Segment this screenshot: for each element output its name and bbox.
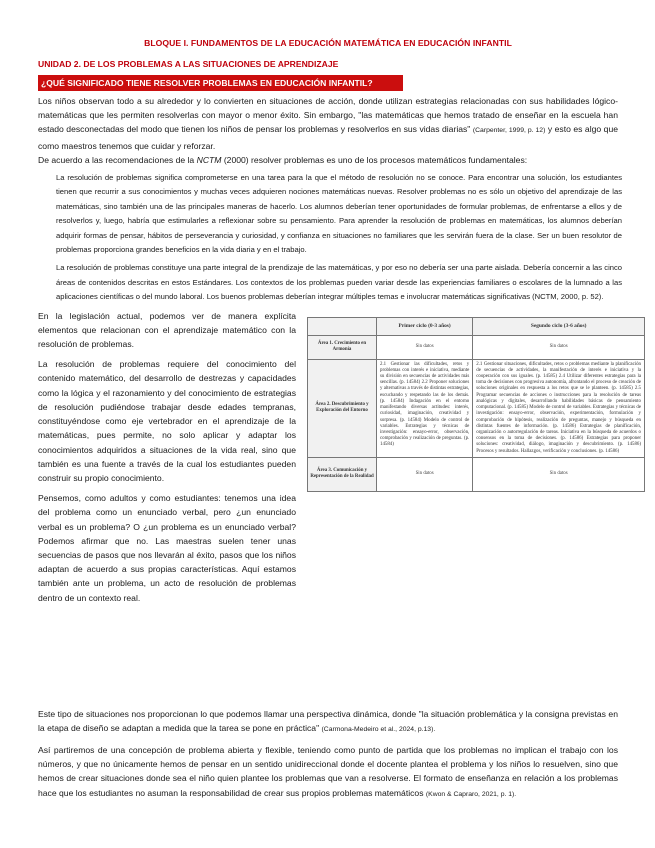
paragraph-legislation: En la legislación actual, podemos ver de manera explícita elementos que relacionan con el aprendizaje matemático con la resolución de problemas.	[38, 310, 296, 350]
paragraph-open-conception: Así partiremos de una concepción de problema abierta y flexible, teniendo como punto de partida que los problemas no implican el trabajo con los números, y que no únicamente hemos de pensar en un sentido unidireccional donde el docente plantea el problema y los niños lo resuelven, sino que hemos de crear situaciones donde sea el niño quien plantee los problemas que van a resolverse. El formato de enseñanza en relación a los problemas hace que los estudiantes no asuman la responsabilidad de crear sus propios problemas matemáticos (Kwon & Capraro, 2021, p. 1).	[38, 745, 618, 798]
table-cell-no-data: Sin datos	[473, 457, 645, 491]
paragraph-dynamic-perspective: Este tipo de situaciones nos proporcionan lo que podemos llamar una perspectiva dinámica, donde "la situación problemática y la consigna previstas en la etapa de diseño se adaptan a medida que la tarea se pone en práctica" (Carmona-Medeiro et al., 2024, p.13).	[38, 708, 618, 733]
left-column	[38, 309, 296, 611]
section-banner: ¿QUÉ SIGNIFICADO TIENE RESOLVER PROBLEMAS EN EDUCACIÓN INFANTIL?	[38, 75, 403, 91]
table-cell-no-data: Sin datos	[473, 335, 645, 359]
table-cell-cycle-2-area-2: 2.1 Gestionar situaciones, dificultades, retos o problemas mediante la planificación de secuencias de actividades, la manifestación de interés e iniciativa y la cooperación con sus iguales. (p. 14585) 2.4 Utilizar diferentes estrategias para la toma de decisiones con progresiva autonomía, afrontando el proceso de creación de soluciones originales en respuesta a los retos que se le planteen. (p. 14585) 2.5 Programar secuencias de acciones o instrucciones para la resolución de tareas analógicas y digitales, desarrollando habilidades básicas de pensamiento computacional. (p. 14585) Modelo de control de variables. Estrategias y técnicas de investigación: ensayo-error, observación, experimentación, formulación y comprobación de hipótesis, realización de preguntas, manejo y búsqueda en distintas fuentes de información. (p. 14586) Estrategias de planificación, organización o autorregulación de tareas. Iniciativa en la búsqueda de acuerdos o consensos en la toma de decisiones. (p. 14586) Estrategias para proponer soluciones: creatividad, diálogo, imaginación y descubrimiento. (p. 14586) Procesos y resultados. Hallazgos, verificación y conclusiones. (p. 14586)	[473, 359, 645, 457]
paragraph-nctm: De acuerdo a las recomendaciones de la NCTM (2000) resolver problemas es uno de los procesos matemáticos fundamentales:	[38, 154, 528, 165]
paragraph-intro: Los niños observan todo a su alrededor y lo convierten en situaciones de acción, donde utilizan estrategias relacionadas con sus habilidades lógico-matemáticas que les permiten resolverlas con mayor o menor éxito. Sin embargo, "las matemáticas que hemos tratado de enseñar en la escuela han estado desconectadas del modo que tienen los niños de pensar los problemas y resolverlos en sus vidas diarias" (Carpenter, 1999, p. 12) y esto es algo que como maestros tenemos que cuidar y reforzar.	[38, 96, 619, 151]
table-row	[308, 335, 645, 359]
table-header-cycle-1: Primer ciclo (0-3 años)	[377, 317, 473, 335]
table-area-3: Área 3. Comunicación y Representación de la Realidad	[308, 457, 377, 491]
curriculum-table-figure	[307, 317, 649, 492]
table-cell-cycle-1-area-2: 2.1 Gestionar las dificultades, retos y problemas con interés e iniciativa, mediante su división en secuencias de actividades más sencillas. (p. 14584) 2.2 Proponer soluciones y alternativas a través de distintas estrategias, escuchando y respetando las de los demás. (p. 14584) Indagación en el entorno manifestando diversas actitudes: interés, curiosidad, imaginación, creatividad y sorpresa. (p. 14584) Modelo de control de variables. Estrategias y técnicas de investigación: ensayo-error, observación, comprobación y realización de preguntas. (p. 14584)	[377, 359, 473, 457]
table-row	[308, 359, 645, 457]
closing-section	[38, 707, 618, 802]
document-page	[38, 38, 641, 802]
bloque-title: BLOQUE I. FUNDAMENTOS DE LA EDUCACIÓN MATEMÁTICA EN EDUCACIÓN INFANTIL	[144, 38, 512, 48]
paragraph-problem-solving: La resolución de problemas requiere del conocimiento del contenido matemático, del desarrollo de destrezas y capacidades como la lógica y el razonamiento y del conocimiento de estrategias de resolución pudiéndose trabajar desde edades tempranas, constituyéndose como eje vertebrador en el aprendizaje de la matemáticas, pues permite, no solo aplicar y adaptar los conocimientos adquiridos a situaciones de la vida real, sino que también es una fuente a través de la cual los estudiantes pueden construir su propio conocimiento.	[38, 359, 296, 483]
table-header-row	[308, 317, 645, 335]
table-cell-no-data: Sin datos	[377, 457, 473, 491]
table-area-2: Área 2. Descubrimiento y Exploración del Entorno	[308, 359, 377, 457]
table-header-cycle-2: Segundo ciclo (3-6 años)	[473, 317, 645, 335]
nctm-quote-1: La resolución de problemas significa comprometerse en una tarea para la que el método de resolución no se conoce. Para encontrar una solución, los estudiantes tienen que recurrir a sus conocimientos y muchas veces adquieren nociones matemáticas nuevas. Resolver problemas no es sólo un objetivo del aprendizaje de las matemáticas, sino también una de las principales maneras de hacerlo. Los alumnos deberían tener oportunidades de formular problemas, de enfrentarse a ellos y de resolverlos y, luego, habría que estimularles a reflexionar sobre su pensamiento. Para aprender la resolución de problemas en matemáticas, los alumnos deberían adquirir formas de pensar, hábitos de perseverancia y curiosidad, y confianza en situaciones no familiares que les servirán fuera de la clase. Ser un buen resolutor de problemas proporciona grandes beneficios en la vida diaria y en el trabajo.	[56, 173, 622, 255]
nctm-quote-2: La resolución de problemas constituye una parte integral de la prendizaje de las matemáticas, y por eso no debería ser una parte aislada. Debería concernir a las cinco áreas de contenidos descritas en estos Estándares. Los contextos de los problemas pueden variar desde las experiencias familiares o escolares de la lumnado a las aplicaciones científicas o del mundo laboral. Los buenos problemas deberían integrar múltiples temas e involucrar matemáticas significativas (NCTM, 2000, p. 52).	[56, 263, 622, 302]
two-column-section	[38, 309, 641, 707]
table-header-empty	[308, 317, 377, 335]
paragraph-adults: Pensemos, como adultos y como estudiantes: tenemos una idea del problema como un enunciado verbal, pero ¿un enunciado verbal es un problema? O ¿un problema es un enunciado verbal? Podemos afirmar que no. Las maestras suelen tener unas secuencias de pasos que nos llevarán al éxito, pasos que los niños adaptan de acuerdo a sus propias características. Aquí estamos también ante un problema, un acto de resolución de problemas dentro de un contexto real.	[38, 493, 296, 603]
table-area-1: Área 1. Crecimiento en Armonía	[308, 335, 377, 359]
table-cell-no-data: Sin datos	[377, 335, 473, 359]
unit-title: UNIDAD 2. DE LOS PROBLEMAS A LAS SITUACIONES DE APRENDIZAJE	[38, 59, 339, 69]
curriculum-table	[307, 317, 645, 492]
table-row	[308, 457, 645, 491]
